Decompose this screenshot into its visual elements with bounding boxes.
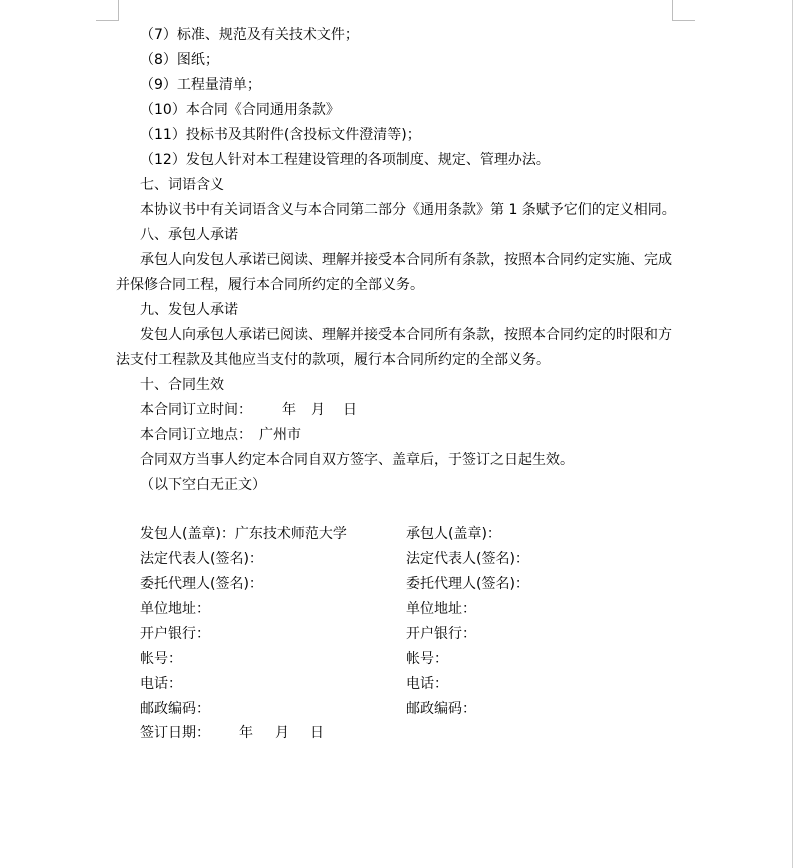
sign-date-month: 月 (275, 725, 289, 741)
doc-item-7: （7）标准、规范及有关技术文件； (140, 27, 359, 43)
contractor-phone: 电话： (406, 676, 448, 692)
employer-account: 帐号： (140, 651, 182, 667)
employer-agent: 委托代理人(签名)： (140, 576, 263, 592)
section-7-heading: 七、词语含义 (140, 177, 224, 193)
employer-phone: 电话： (140, 676, 182, 692)
section-7-body: 本协议书中有关词语含义与本合同第二部分《通用条款》第 1 条赋予它们的定义相同。 (140, 202, 676, 218)
section-9-heading: 九、发包人承诺 (140, 302, 238, 318)
sign-date-year: 年 (239, 725, 253, 741)
contractor-legal-rep: 法定代表人(签名)： (406, 551, 529, 567)
contract-place-label: 本合同订立地点： (140, 427, 252, 443)
doc-item-10: （10）本合同《合同通用条款》 (140, 102, 340, 118)
employer-legal-rep: 法定代表人(签名)： (140, 551, 263, 567)
sign-date-day: 日 (310, 725, 324, 741)
margin-corner-left (96, 0, 119, 21)
contractor-bank: 开户银行： (406, 626, 476, 642)
doc-item-9: （9）工程量清单； (140, 77, 261, 93)
contractor-postcode: 邮政编码： (406, 701, 476, 717)
sign-date-label: 签订日期： (140, 725, 210, 741)
doc-item-8: （8）图纸； (140, 52, 219, 68)
contract-effect: 合同双方当事人约定本合同自双方签字、盖章后，于签订之日起生效。 (140, 452, 574, 468)
doc-item-12: （12）发包人针对本工程建设管理的各项制度、规定、管理办法。 (140, 152, 550, 168)
section-8-body-line1: 承包人向发包人承诺已阅读、理解并接受本合同所有条款，按照本合同约定实施、完成 (140, 252, 672, 268)
contract-time-label: 本合同订立时间： (140, 402, 252, 418)
contractor-agent: 委托代理人(签名)： (406, 576, 529, 592)
contract-time-month: 月 (311, 402, 325, 418)
section-10-heading: 十、合同生效 (140, 377, 224, 393)
employer-bank: 开户银行： (140, 626, 210, 642)
section-9-body-line1: 发包人向承包人承诺已阅读、理解并接受本合同所有条款，按照本合同约定的时限和方 (140, 327, 672, 343)
blank-note: （以下空白无正文） (140, 477, 266, 493)
section-8-body-line2: 并保修合同工程，履行本合同所约定的全部义务。 (116, 277, 424, 293)
section-9-body-line2: 法支付工程款及其他应当支付的款项，履行本合同所约定的全部义务。 (116, 352, 550, 368)
margin-corner-right (672, 0, 695, 21)
contract-place-value: 广州市 (259, 427, 301, 443)
employer-address: 单位地址： (140, 601, 210, 617)
doc-item-11: （11）投标书及其附件(含投标文件澄清等)； (140, 127, 421, 143)
contractor-address: 单位地址： (406, 601, 476, 617)
contractor-account: 帐号： (406, 651, 448, 667)
employer-postcode: 邮政编码： (140, 701, 210, 717)
contractor-party: 承包人(盖章)： (406, 526, 501, 542)
contract-time-day: 日 (343, 402, 357, 418)
section-8-heading: 八、承包人承诺 (140, 227, 238, 243)
contract-time-year: 年 (282, 402, 296, 418)
page-edge (792, 0, 793, 868)
employer-party: 发包人(盖章)：广东技术师范大学 (140, 526, 347, 542)
